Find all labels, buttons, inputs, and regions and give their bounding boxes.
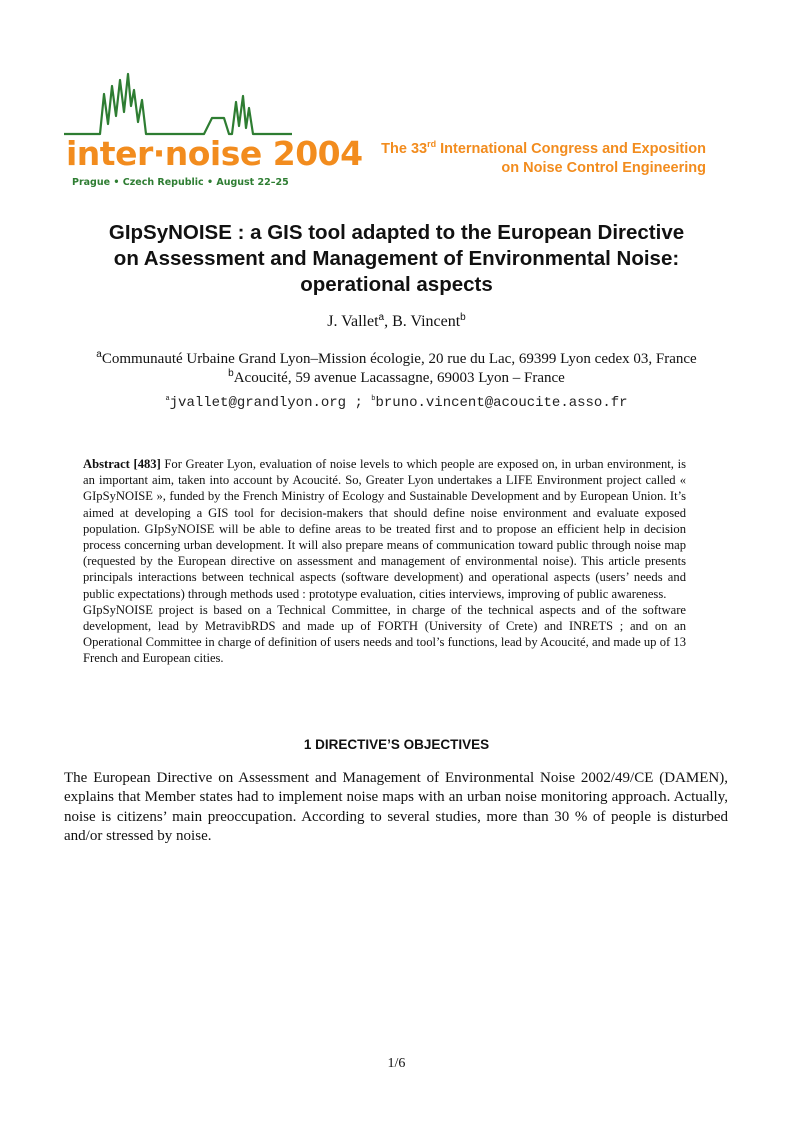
section-1-paragraph: The European Directive on Assessment and Management of Environmental Noise 2002/49/CE (DAMEN), explains that Member states had to implement noise maps with an urban noise monitoring approach. Actually, noise is citizens’ main preoccupation. According to several studies, more than 30 % of people is disturbed and/or stressed by noise. [64, 770, 728, 845]
author-emails [0, 395, 793, 411]
authors [0, 313, 793, 331]
affiliation-1-text: Communauté Urbaine Grand Lyon–Mission écologie, 20 rue du Lac, 69399 Lyon cedex 03, France [101, 351, 697, 367]
congress-line-1 [381, 140, 706, 159]
abstract-paragraph-1 [83, 456, 686, 602]
title-line-3: operational aspects [300, 273, 493, 296]
email-2[interactable]: bruno.vincent@acoucite.asso.fr [375, 395, 628, 411]
title-line-1: GIpSyNOISE : a GIS tool adapted to the European Directive [108, 221, 685, 244]
abstract-text: For Greater Lyon, evaluation of noise levels to which people are exposed on, in urban environment, is an important aim, taken into account by Acoucité. So, Greater Lyon undertakes a LIFE Environment project called « GIpSyNOISE », funded by the French Ministry of Ecology and Sustainable Development and by European Union. It’s aimed at developing a GIS tool for decision-makers that should define noise environment and evaluate exposed population. GIpSyNOISE will be able to define areas to be treated first and to propose an efficient help in decision process concerning urban development. It will also prepare means of communication toward public through noise map (requested by the European directive on assessment and management of environmental noise). This article presents principals interactions between technical aspects (software development) and operational aspects (users’ needs and public expectations) through methods used : prototype evaluation, cities interviews, improving of public awareness. [83, 457, 686, 601]
author-1-affiliation-mark: a [378, 312, 385, 323]
abstract [83, 456, 686, 667]
affiliation-2-text: Acoucité, 59 avenue Lacassagne, 69003 Lyon – France [233, 370, 565, 386]
affiliation-2-mark: b [228, 368, 234, 379]
abstract-paragraph-2: GIpSyNOISE project is based on a Technical Committee, in charge of the technical aspects and of the software development, lead by MetravibRDS and made up of FORTH (University of Crete) and INRETS ; and on an Operational Committee in charge of definition of users needs and tool’s functions, lead by Acoucité, and made up of 13 French and European cities. [83, 602, 686, 666]
congress-heading [381, 140, 706, 178]
conference-logo [64, 72, 363, 194]
affiliation-1 [0, 351, 793, 368]
author-separator: , [384, 313, 393, 330]
paper-title [40, 220, 753, 298]
congress-line-1-pre: The 33 [381, 141, 428, 157]
logo-subtitle: Prague • Czech Republic • August 22–25 [72, 177, 289, 188]
author-2-affiliation-mark: b [460, 312, 466, 323]
affiliation-2 [0, 370, 793, 387]
affiliation-1-mark: a [96, 349, 102, 360]
author-2: B. Vincent [392, 313, 461, 330]
ordinal-suffix: rd [427, 139, 437, 149]
email-1[interactable]: jvallet@grandlyon.org [169, 395, 347, 411]
noise-waveform-icon [64, 72, 294, 142]
author-1: J. Vallet [327, 313, 379, 330]
abstract-label: Abstract [483] [83, 457, 161, 471]
email-1-mark: a [165, 395, 170, 403]
congress-line-2: on Noise Control Engineering [501, 160, 706, 176]
section-1-heading: 1 DIRECTIVE’S OBJECTIVES [303, 737, 490, 752]
email-2-mark: b [371, 395, 376, 403]
title-line-2: on Assessment and Management of Environmental Noise: [113, 247, 680, 270]
email-separator: ; [346, 395, 372, 411]
section-1-body [64, 769, 728, 847]
congress-line-1-post: International Congress and Exposition [436, 141, 706, 157]
page-number: 1/6 [387, 1056, 406, 1071]
logo-wordmark: inter·noise 2004 [66, 134, 363, 173]
